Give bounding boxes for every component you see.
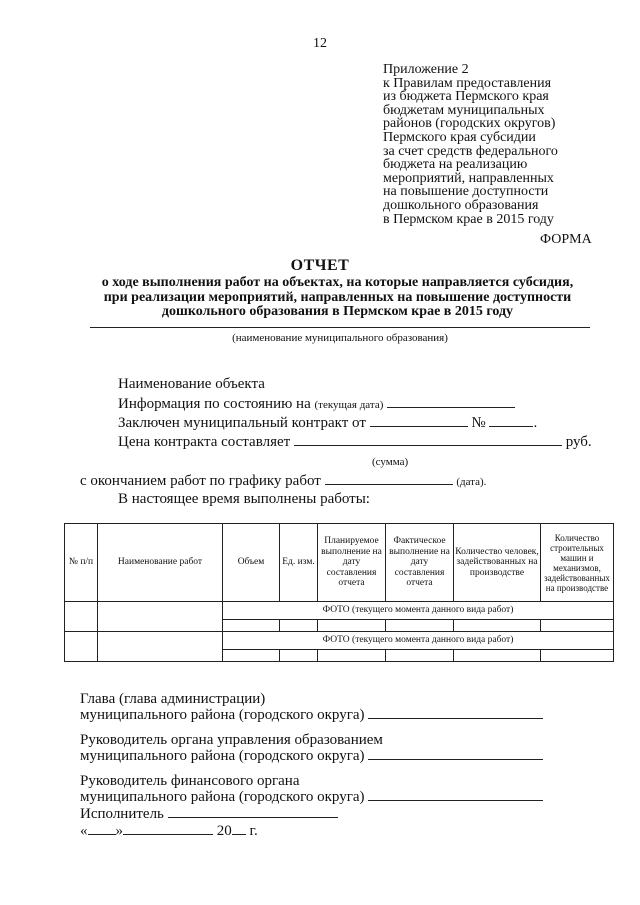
head-signature-blank [368, 706, 543, 719]
table-cell [98, 602, 223, 632]
page-number: 12 [313, 36, 327, 51]
edu-signature-blank [368, 747, 543, 760]
col-header-volume: Объем [223, 524, 280, 602]
edu-title-line1: Руководитель органа управления образованием [80, 732, 383, 748]
year-suffix: г. [249, 823, 258, 839]
executor-label: Исполнитель [80, 806, 164, 822]
table-cell [223, 620, 280, 632]
appendix-line: бюджета на реализацию [383, 157, 528, 173]
schedule-date-blank [325, 472, 453, 485]
table-cell [541, 620, 614, 632]
object-name-label: Наименование объекта [118, 376, 265, 392]
finance-signature-block [80, 774, 543, 804]
appendix-line: из бюджета Пермского края [383, 89, 549, 105]
edu-title-line2-row [80, 747, 543, 763]
appendix-line: дошкольного образования [383, 197, 539, 213]
table-cell [386, 620, 454, 632]
appendix-line: мероприятий, направленных [383, 170, 554, 186]
photo-cell: ФОТО (текущего момента данного вида работ) [223, 602, 614, 620]
price-blank [294, 433, 562, 446]
col-header-number: № п/п [65, 524, 98, 602]
current-date-blank [387, 395, 515, 408]
table-header-row [65, 524, 614, 602]
table-cell [386, 650, 454, 662]
table-cell [98, 632, 223, 662]
edu-title-line2: муниципального района (городского округа) [80, 748, 365, 764]
number-sign: № [471, 415, 486, 431]
report-subtitle [40, 276, 635, 320]
year-blank [232, 822, 246, 835]
appendix-line: бюджетам муниципальных [383, 102, 545, 118]
day-blank [88, 822, 116, 835]
head-title-line2-row [80, 706, 543, 722]
appendix-line: Приложение 2 [383, 62, 469, 77]
price-label: Цена контракта составляет [118, 434, 291, 450]
table-cell [318, 650, 386, 662]
contract-date-blank [370, 414, 468, 427]
col-header-work-name: Наименование работ [98, 524, 223, 602]
contract-period: . [533, 415, 538, 431]
col-header-workers: Количество человек, задействованных на производстве [454, 524, 541, 602]
schedule-row [80, 472, 486, 490]
table-cell [223, 650, 280, 662]
contract-label: Заключен муниципальный контракт от [118, 415, 366, 431]
appendix-line: в Пермском крае в 2015 году [383, 211, 554, 227]
price-row [118, 433, 592, 451]
table-cell [280, 620, 318, 632]
table-cell [65, 602, 98, 632]
appendix-line: за счет средств федерального [383, 143, 558, 159]
appendix-note [383, 63, 558, 226]
head-signature-block [80, 692, 543, 722]
info-state-row [118, 395, 515, 413]
table-row [65, 632, 614, 650]
col-header-planned: Планируемое выполнение на дату составления отчета [318, 524, 386, 602]
date-open-quote: « [80, 823, 88, 839]
municipality-line [90, 327, 590, 328]
month-blank [123, 822, 213, 835]
table-row [65, 602, 614, 620]
table-cell [454, 650, 541, 662]
municipality-caption: (наименование муниципального образования) [232, 332, 448, 344]
subtitle-line: о ходе выполнения работ на объектах, на которые направляется субсидия, [101, 275, 574, 290]
sum-caption: (сумма) [372, 456, 409, 468]
col-header-machines: Количество строительных машин и механизмов, задействованных на производстве [541, 524, 614, 602]
year-prefix: 20 [216, 823, 232, 839]
table-cell [454, 620, 541, 632]
table-cell [65, 632, 98, 662]
appendix-line: Пермского края субсидии [383, 129, 536, 145]
subtitle-line: дошкольного образования в Пермском крае в 2015 году [161, 304, 514, 319]
executor-row [80, 805, 338, 821]
photo-cell: ФОТО (текущего момента данного вида работ) [223, 632, 614, 650]
table-cell [541, 650, 614, 662]
date-caption: (дата). [456, 476, 487, 488]
table-cell [280, 650, 318, 662]
fin-title-line2: муниципального района (городского округа) [80, 789, 365, 805]
subtitle-line: при реализации мероприятий, направленных на повышение доступности [103, 289, 572, 305]
col-header-unit: Ед. изм. [280, 524, 318, 602]
report-title: ОТЧЕТ [290, 257, 350, 274]
form-label: ФОРМА [540, 232, 592, 247]
head-title-line2: муниципального района (городского округа) [80, 707, 365, 723]
contract-row [118, 414, 537, 432]
education-signature-block [80, 733, 543, 763]
currency-label: руб. [565, 434, 592, 450]
appendix-line: районов (городских округов) [383, 116, 556, 132]
fin-signature-blank [368, 788, 543, 801]
schedule-label: с окончанием работ по графику работ [80, 473, 321, 489]
table-cell [318, 620, 386, 632]
current-date-caption: (текущая дата) [314, 399, 384, 411]
executor-blank [168, 805, 338, 818]
appendix-line: к Правилам предоставления [383, 75, 552, 91]
works-table [64, 523, 614, 662]
fin-title-line1: Руководитель финансового органа [80, 773, 300, 789]
head-title-line1: Глава (глава администрации) [80, 691, 266, 707]
works-done-label: В настоящее время выполнены работы: [118, 491, 370, 507]
appendix-line: на повышение доступности [383, 184, 549, 200]
fin-title-line2-row [80, 788, 543, 804]
contract-number-blank [489, 414, 533, 427]
col-header-actual: Фактическое выполнение на дату составления отчета [386, 524, 454, 602]
info-state-label: Информация по состоянию на [118, 396, 311, 412]
date-close-quote: » [115, 823, 123, 839]
date-row [80, 822, 258, 838]
